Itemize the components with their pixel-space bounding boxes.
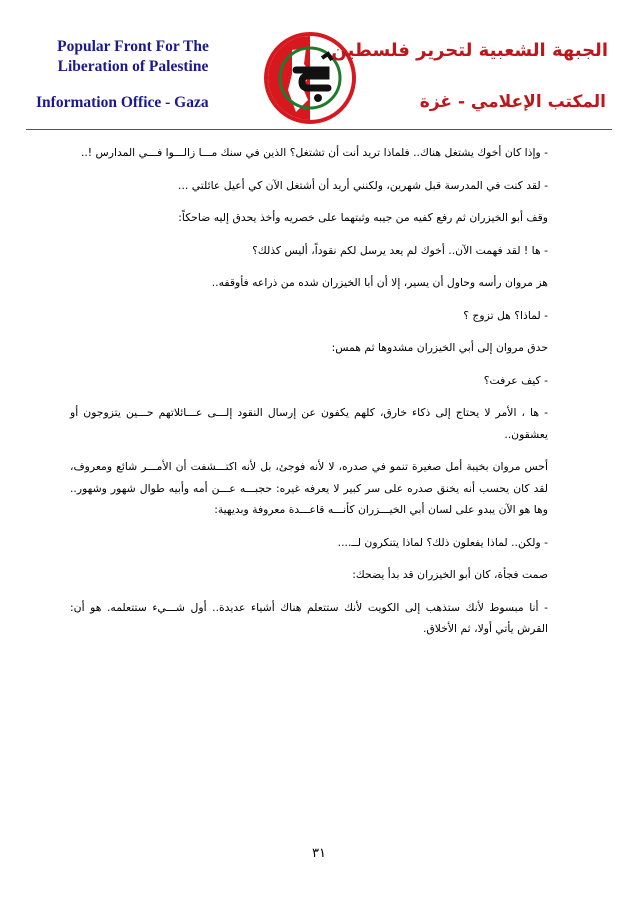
paragraph: - أنا مبسوط لأنك ستذهب إلى الكويت لأنك ستتعلم هناك أشياء عديدة.. أول شـــيء ستتعلمه. هو أن: القرش يأتي أولا، ثم الأخلاق.: [70, 600, 548, 635]
office-name-arabic: المكتب الإعلامي - غزة: [419, 92, 606, 112]
page-number: ٣١: [312, 846, 326, 861]
paragraph: حدق مروان إلى أبي الخيزران مشدوها ثم همس:: [331, 341, 548, 354]
org-name-english-line1: Popular Front For The: [57, 38, 209, 55]
paragraph: - لقد كنت في المدرسة قبل شهرين، ولكنني أريد أن أشتغل الآن كي أعيل عائلتي ...: [178, 178, 548, 192]
paragraph: - كيف عرفت؟: [483, 373, 548, 387]
header-divider: [26, 129, 612, 130]
org-name-arabic: الجبهة الشعبية لتحرير فلسطين: [331, 40, 608, 61]
paragraph: وقف أبو الخيزران ثم رفع كفيه من جيبه وثبتهما على خصريه وأخذ يحدق إليه ضاحكاً:: [178, 211, 548, 224]
paragraph: - وإذا كان أخوك يشتغل هناك.. فلماذا تريد أنت أن تشتغل؟ الذين في سنك مـــا زالـــوا فـــي المدارس !..: [80, 146, 548, 159]
paragraph: - لماذا؟ هل تزوج ؟: [463, 308, 548, 322]
paragraph: هز مروان رأسه وحاول أن يسير، إلا أن أبا الخيزران شده من ذراعه فأوقفه..: [211, 276, 548, 289]
letterhead: [0, 0, 638, 128]
paragraph: صمت فجأة، كان أبو الخيزران قد بدأ يضحك:: [352, 568, 548, 581]
office-name-english: Information Office - Gaza: [36, 94, 209, 111]
document-body: [70, 142, 548, 651]
paragraph: أحس مروان بخيبة أمل صغيرة تنمو في صدره، لا لأنه فوجئ، بل لأنه اكتـــشفت أن الأمـــر شائع ومعروف، لقد كان يحسب أنه يخنق صدره على سر كبير لا يعرفه غيره: حجبـــه عـــن أمه وأبيه طوال شهور وشهور.. وها هو الآن يبدو على لسان أبي الخيـــزران كأنـــه قاعـــدة معروفة وبديهية:: [70, 460, 548, 516]
paragraph: - ها ! لقد فهمت الآن.. أخوك لم يعد يرسل لكم نقوداً، أليس كذلك؟: [252, 243, 548, 257]
paragraph: - ولكن.. لماذا يفعلون ذلك؟ لماذا يتنكرون لــ....: [337, 535, 548, 549]
org-name-english-line2: Liberation of Palestine: [57, 58, 209, 75]
paragraph: - ها ، الأمر لا يحتاج إلى ذكاء خارق، كلهم يكفون عن إرسال النقود إلـــى عـــائلاتهم حـــين يتزوجون أو يعشقون..: [70, 406, 548, 441]
